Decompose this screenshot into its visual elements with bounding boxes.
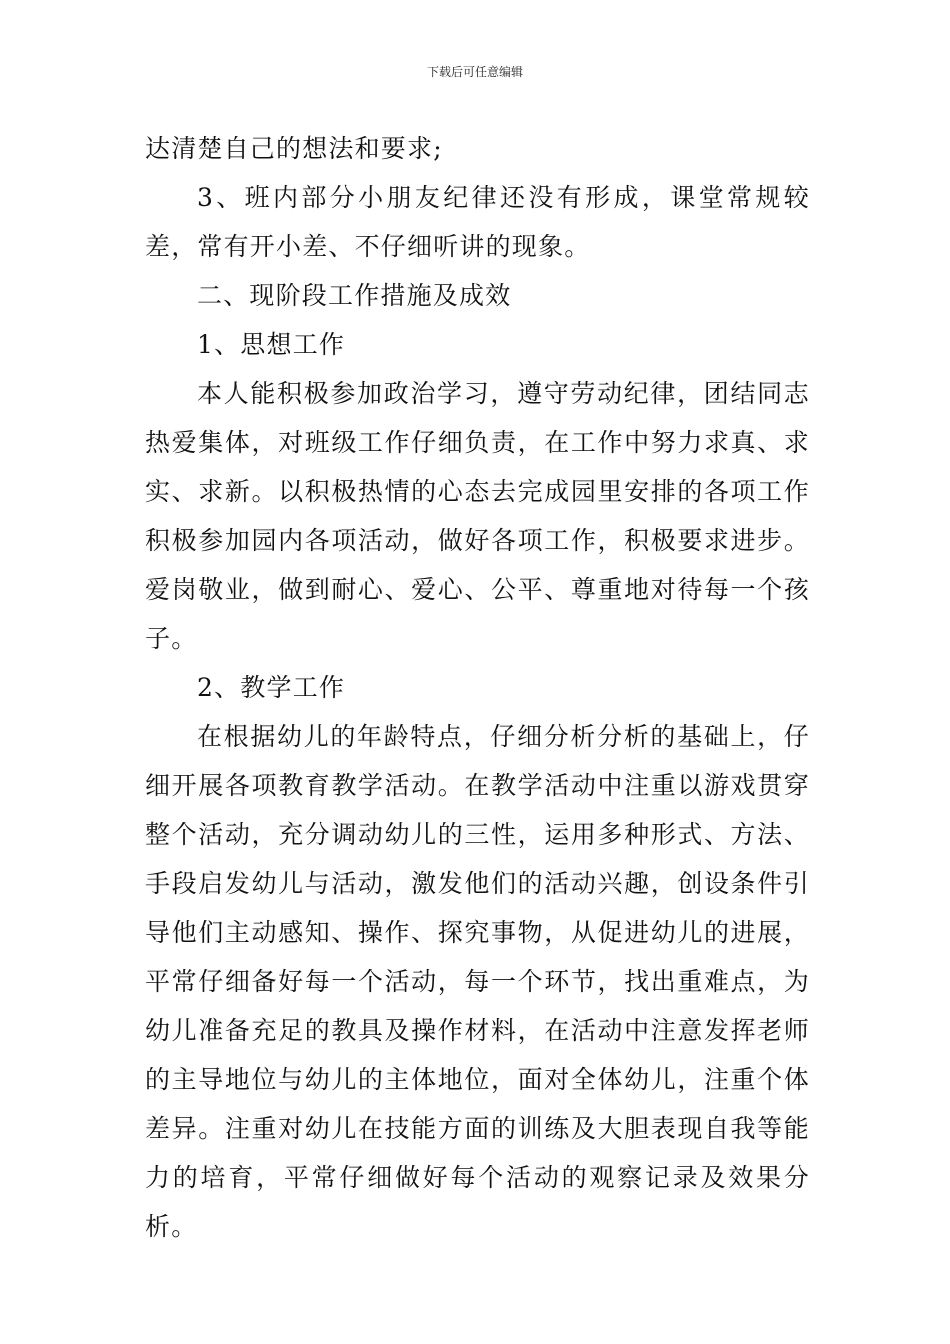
page-header-note: 下载后可任意编辑 — [426, 65, 523, 79]
paragraph-ideological-work: 本人能积极参加政治学习，遵守劳动纪律，团结同志热爱集体，对班级工作仔细负责，在工作中努力求真、求实、求新。以积极热情的心态去完成园里安排的各项工作积极参加园内各项活动，做好各项工作，积极要求进步。爱岗敬业，做到耐心、爱心、公平、尊重地对待每一个孩子。 — [145, 379, 810, 653]
document-body — [145, 124, 810, 1251]
section-heading-measures: 二、现阶段工作措施及成效 — [197, 281, 512, 310]
subheading-teaching-work: 2、教学工作 — [197, 673, 346, 702]
paragraph-teaching-work: 在根据幼儿的年龄特点，仔细分析分析的基础上，仔细开展各项教育教学活动。在教学活动中注重以游戏贯穿整个活动，充分调动幼儿的三性，运用多种形式、方法、手段启发幼儿与活动，激发他们的活动兴趣，创设条件引导他们主动感知、操作、探究事物，从促进幼儿的进展，平常仔细备好每一个活动，每一个环节，找出重难点，为幼儿准备充足的教具及操作材料，在活动中注意发挥老师的主导地位与幼儿的主体地位，面对全体幼儿，注重个体差异。注重对幼儿在技能方面的训练及大胆表现自我等能力的培育，平常仔细做好每个活动的观察记录及效果分析。 — [145, 722, 810, 1241]
subheading-ideological-work: 1、思想工作 — [197, 330, 346, 359]
paragraph-continuation: 达清楚自己的想法和要求; — [145, 134, 443, 163]
paragraph-item-3: 3、班内部分小朋友纪律还没有形成，课堂常规较差，常有开小差、不仔细听讲的现象。 — [145, 183, 810, 261]
